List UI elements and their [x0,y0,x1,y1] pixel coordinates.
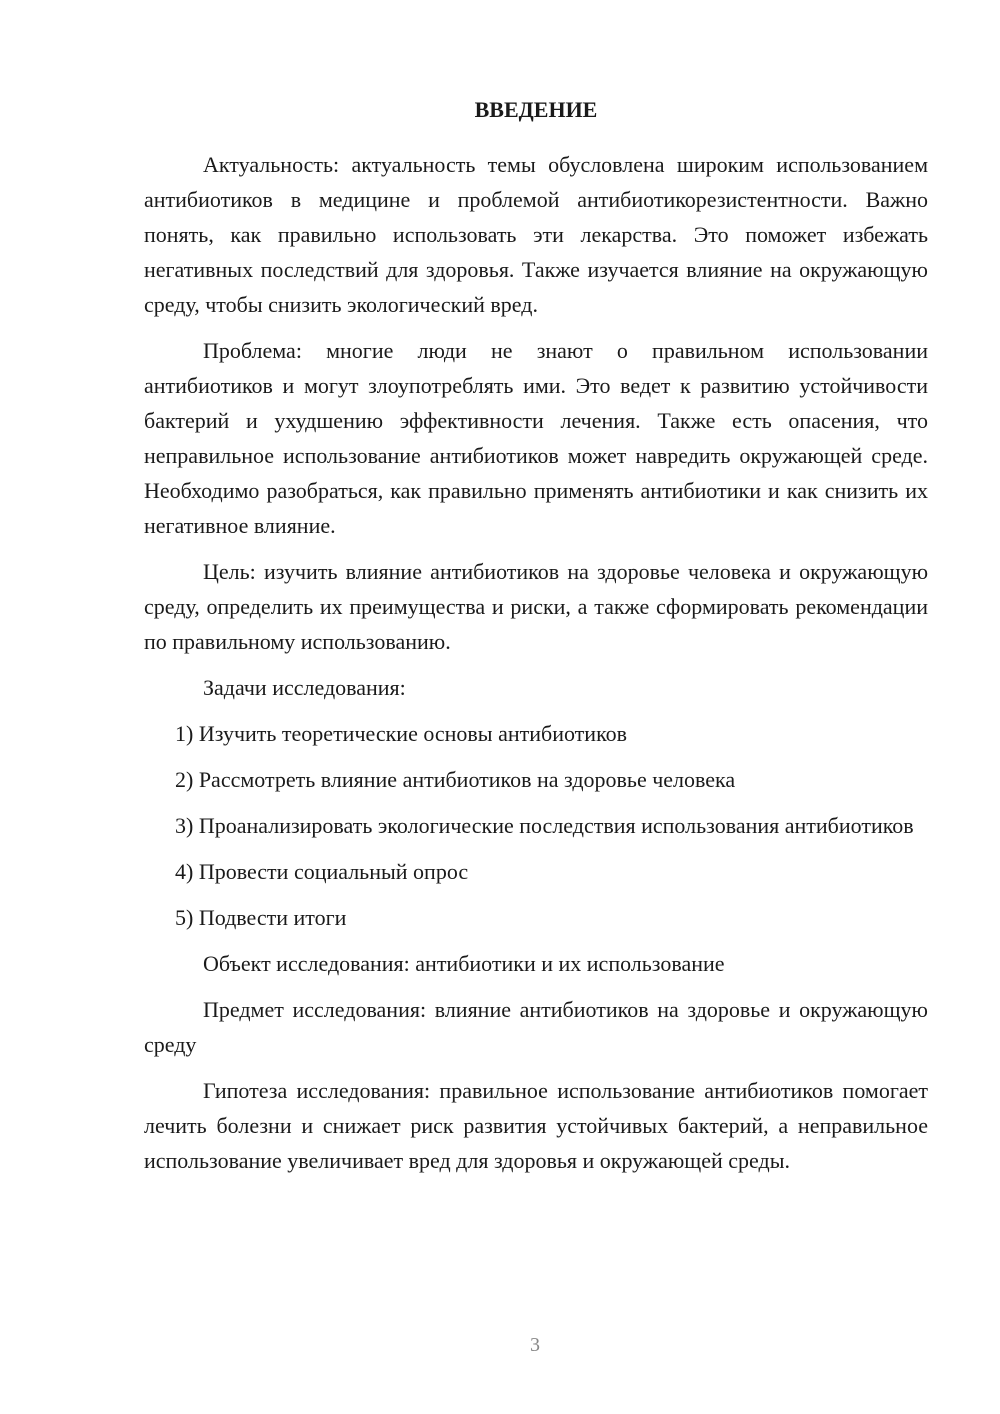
paragraph-object: Объект исследования: антибиотики и их использование [203,951,725,976]
task-item: 3) Проанализировать экологические последствия использования антибиотиков [175,813,914,838]
paragraph-subject: Предмет исследования: влияние антибиотиков на здоровье и окружающую среду [144,997,928,1057]
page-title: ВВЕДЕНИЕ [474,97,598,122]
task-item: 2) Рассмотреть влияние антибиотиков на здоровье человека [175,767,736,792]
task-item: 1) Изучить теоретические основы антибиотиков [175,721,628,746]
paragraph-goal: Цель: изучить влияние антибиотиков на здоровье человека и окружающую среду, определить их преимущества и риски, а также сформировать рекомендации по правильному использованию. [144,559,928,654]
task-item: 5) Подвести итоги [175,905,347,930]
paragraph-hypothesis: Гипотеза исследования: правильное использование антибиотиков помогает лечить болезни и снижает риск развития устойчивых бактерий, а неправильное использование увеличивает вред для здоровья и окружающей среды. [144,1078,928,1173]
page-number: 3 [530,1334,540,1356]
document-page [144,92,928,1189]
paragraph-problem: Проблема: многие люди не знают о правильном использовании антибиотиков и могут злоупотреблять ими. Это ведет к развитию устойчивости бактерий и ухудшению эффективности лечения. Также есть опасения, что неправильное использование антибиотиков может навредить окружающей среде. Необходимо разобраться, как правильно применять антибиотики и как снизить их негативное влияние. [144,338,928,538]
tasks-heading: Задачи исследования: [203,675,406,700]
task-item: 4) Провести социальный опрос [175,859,469,884]
paragraph-relevance: Актуальность: актуальность темы обусловлена широким использованием антибиотиков в медицине и проблемой антибиотикорезистентности. Важно понять, как правильно использовать эти лекарства. Это поможет избежать негативных последствий для здоровья. Также изучается влияние на окружающую среду, чтобы снизить экологический вред. [144,152,928,317]
